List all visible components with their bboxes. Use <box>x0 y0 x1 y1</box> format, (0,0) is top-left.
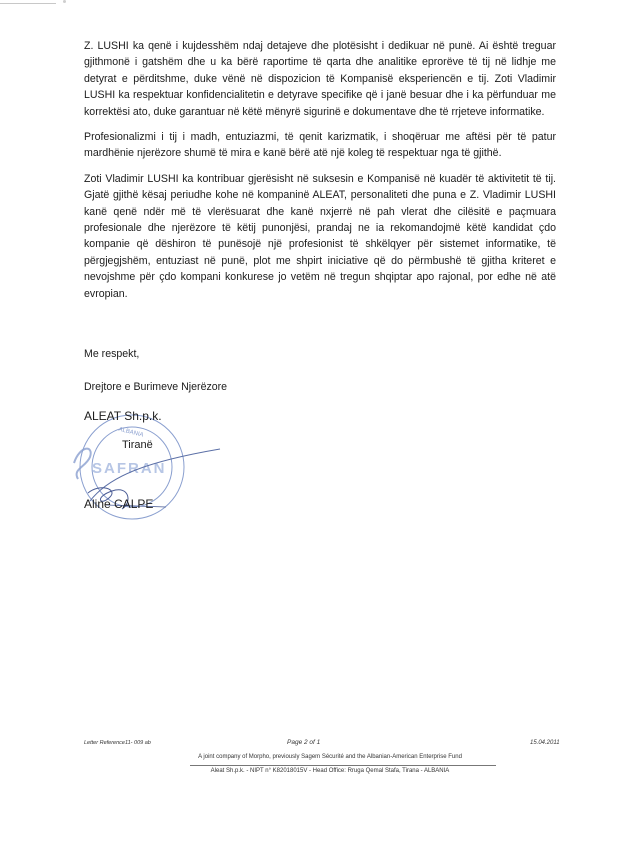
company-address: Aleat Sh.p.k. - NIPT n° K82018015V - Head Office: Rruga Qemal Stafa, Tirana - ALBANIA <box>210 768 450 774</box>
letter-body <box>84 38 556 311</box>
joint-company-line: A joint company of Morpho, previously Sagem Sécurité and the Albanian-American Enterprise Fund <box>198 754 462 760</box>
department-title: Drejtore e Burimeve Njerëzore <box>84 381 228 393</box>
signature-block <box>70 405 230 525</box>
scan-edge-dot <box>63 0 66 3</box>
salutation: Me respekt, <box>84 348 140 360</box>
city-name: Tiranë <box>122 439 153 451</box>
paragraph-1: Z. LUSHI ka qenë i kujdesshëm ndaj detajeve dhe plotësisht i dedikuar në punë. Ai është treguar gjithmonë i gatshëm dhe u ka bërë raportime të qarta dhe analitike eprorëve të tij në lidhje me detyrat e përditshme, duke vënë në dispozicion të Kompanisë eksperiencën e tij. Zoti Vladimir LUSHI ka respektuar konfidencialitetin e detyrave specifike që i janë besuar dhe i ka përfunduar me korrektësi ato, duke garantuar në këtë mënyrë sigurinë e dokumentave dhe të rrjeteve informatike. <box>84 40 556 118</box>
letter-date: 15.04.2011 <box>530 740 560 746</box>
company-name: ALEAT Sh.p.k. <box>84 409 162 423</box>
footer-divider <box>190 765 496 766</box>
signatory-name: Aline CALPE <box>84 497 154 511</box>
stamp-ring-text: ALBANIA <box>117 426 144 439</box>
paragraph-3: Zoti Vladimir LUSHI ka kontribuar gjerësisht në suksesin e Kompanisë në kuadër të aktivitetit të tij. Gjatë gjithë kësaj periudhe kohe në kompaninë ALEAT, personaliteti dhe puna e Z. Vladimir LUSHI kanë qenë ndër më të vlerësuarat dhe kanë nxjerrë në pah vlerat dhe cilësitë e paçmuara profesionale dhe njerëzore të këtij punonjësi, prandaj ne ia rekomandojmë këtë kandidat çdo kompanie që dëshiron të punësojë një profesionist të shkëlqyer për sistemet informatike, të përgjegjshëm, entuziast në punë, plot me shpirt iniciative që do përmbushë të gjitha kriteret e nevojshme për çdo kompani konkurese jo vetëm në tregun shqiptar apo rajonal, por edhe në atë evropian. <box>84 172 556 300</box>
scan-edge-line <box>0 3 56 4</box>
page-number: Page 2 of 1 <box>287 739 321 746</box>
stamp-brand-text: SAFRAN <box>92 460 167 477</box>
letter-reference: Letter Reference11- 009 ab <box>84 740 151 746</box>
paragraph-2: Profesionalizmi i tij i madh, entuziazmi, të qenit karizmatik, i shoqëruar me aftësi për të patur mardhënie njerëzore shumë të mira e kanë bërë atë një koleg të respektuar nga të gjithë. <box>84 131 556 160</box>
